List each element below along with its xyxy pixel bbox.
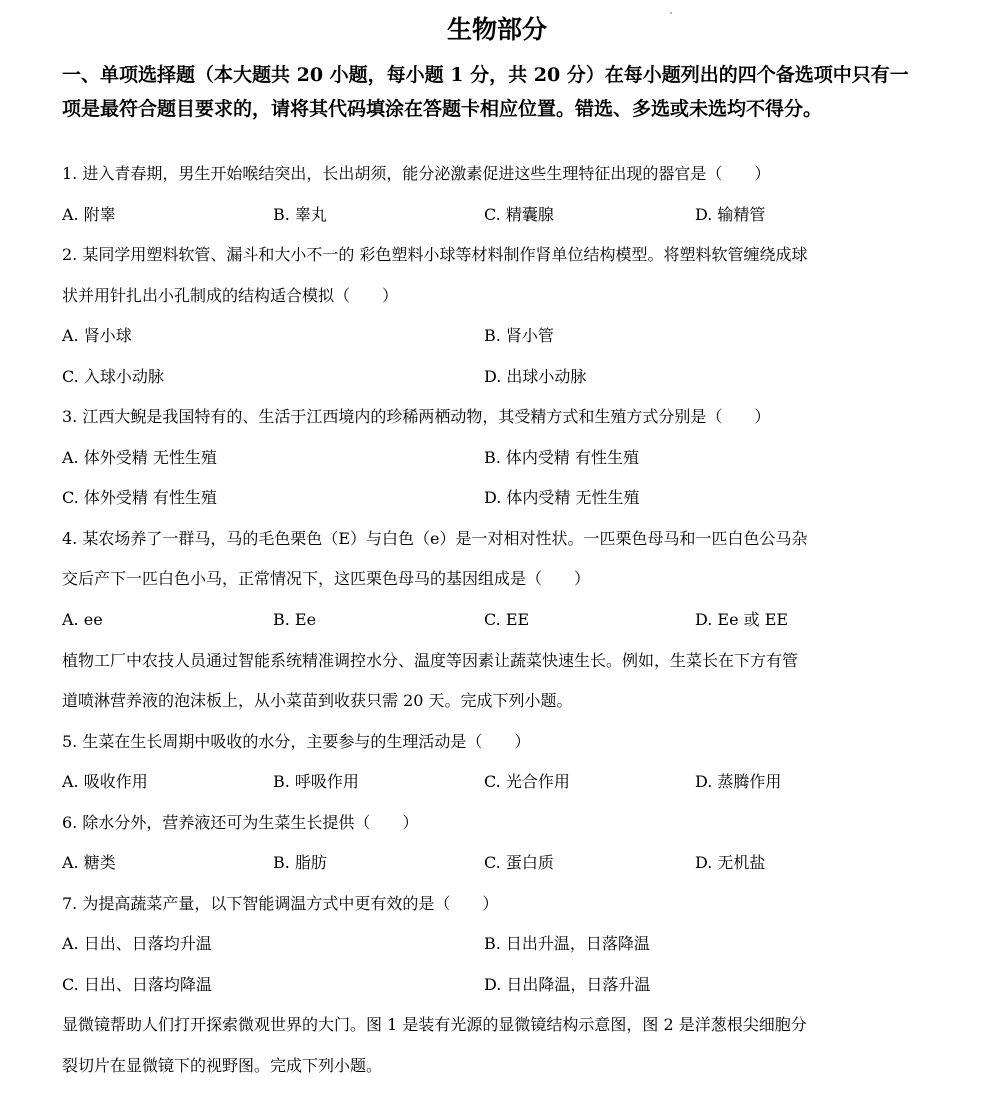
question-4-stem-line-2: 交后产下一匹白色小马，正常情况下，这匹栗色母马的基因组成是（ ）: [62, 569, 591, 588]
question-7-option-c: C. 日出、日落均降温: [62, 975, 212, 994]
question-7-option-d: D. 日出降温，日落升温: [484, 975, 651, 994]
question-2-stem-line-2: 状并用针扎出小孔制成的结构适合模拟（ ）: [62, 286, 399, 305]
question-3-option-b: B. 体内受精 有性生殖: [484, 448, 640, 467]
passage-1-line-1: 植物工厂中农技人员通过智能系统精准调控水分、温度等因素让蔬菜快速生长。例如，生菜长在下方有管: [62, 651, 799, 670]
page-title: 生物部分: [446, 15, 547, 44]
section-header: 一、单项选择题（本大题共 20 小题，每小题 1 分，共 20 分）在每小题列出的四个备选项中只有一项是最符合题目要求的，请将其代码填涂在答题卡相应位置。错选、多选或未选均不得分。: [62, 64, 909, 120]
passage-2-line-1: 显微镜帮助人们打开探索微观世界的大门。图 1 是装有光源的显微镜结构示意图，图 2 是洋葱根尖细胞分: [62, 1015, 807, 1034]
question-5-option-a: A. 吸收作用: [62, 772, 148, 791]
question-5-option-c: C. 光合作用: [484, 772, 570, 791]
question-5-option-b: B. 呼吸作用: [273, 772, 359, 791]
question-4-option-a: A. ee: [62, 610, 103, 629]
question-7-stem: 7. 为提高蔬菜产量，以下智能调温方式中更有效的是（ ）: [62, 894, 499, 913]
question-3-option-c: C. 体外受精 有性生殖: [62, 488, 217, 507]
question-7-option-a: A. 日出、日落均升温: [62, 934, 212, 953]
question-1-option-c: C. 精囊腺: [484, 205, 554, 224]
question-1-stem: 1. 进入青春期，男生开始喉结突出，长出胡须，能分泌激素促进这些生理特征出现的器官是（ ）: [62, 164, 771, 183]
question-4-option-b: B. Ee: [273, 610, 317, 629]
passage-2-line-2: 裂切片在显微镜下的视野图。完成下列小题。: [62, 1056, 383, 1075]
question-2-option-c: C. 入球小动脉: [62, 367, 164, 386]
question-1-option-b: B. 睾丸: [273, 205, 327, 224]
question-4-stem-line-1: 4. 某农场养了一群马，马的毛色栗色（E）与白色（e）是一对相对性状。一匹栗色母马和一匹白色公马杂: [62, 529, 808, 548]
question-2-option-d: D. 出球小动脉: [484, 367, 587, 386]
question-2-option-b: B. 肾小管: [484, 326, 554, 345]
question-6-option-b: B. 脂肪: [273, 853, 327, 872]
question-6-option-c: C. 蛋白质: [484, 853, 554, 872]
question-2-stem-line-1: 2. 某同学用塑料软管、漏斗和大小不一的 彩色塑料小球等材料制作肾单位结构模型。将塑料软管缠绕成球: [62, 245, 808, 264]
question-6-option-a: A. 糖类: [62, 853, 116, 872]
question-2-option-a: A. 肾小球: [62, 326, 132, 345]
question-1-option-a: A. 附睾: [62, 205, 116, 224]
question-4-option-c: C. EE: [484, 610, 530, 629]
question-4-option-d: D. Ee 或 EE: [695, 610, 789, 629]
question-7-option-b: B. 日出升温，日落降温: [484, 934, 650, 953]
question-5-option-d: D. 蒸腾作用: [695, 772, 782, 791]
passage-1-line-2: 道喷淋营养液的泡沫板上，从小菜苗到收获只需 20 天。完成下列小题。: [62, 691, 573, 710]
question-3-stem: 3. 江西大鲵是我国特有的、生活于江西境内的珍稀两栖动物，其受精方式和生殖方式分别是（ ）: [62, 407, 771, 426]
question-1-option-d: D. 输精管: [695, 205, 766, 224]
question-5-stem: 5. 生菜在生长周期中吸收的水分，主要参与的生理活动是（ ）: [62, 732, 531, 751]
question-3-option-d: D. 体内受精 无性生殖: [484, 488, 640, 507]
question-6-stem: 6. 除水分外，营养液还可为生菜生长提供（ ）: [62, 813, 419, 832]
question-6-option-d: D. 无机盐: [695, 853, 766, 872]
question-3-option-a: A. 体外受精 无性生殖: [62, 448, 217, 467]
